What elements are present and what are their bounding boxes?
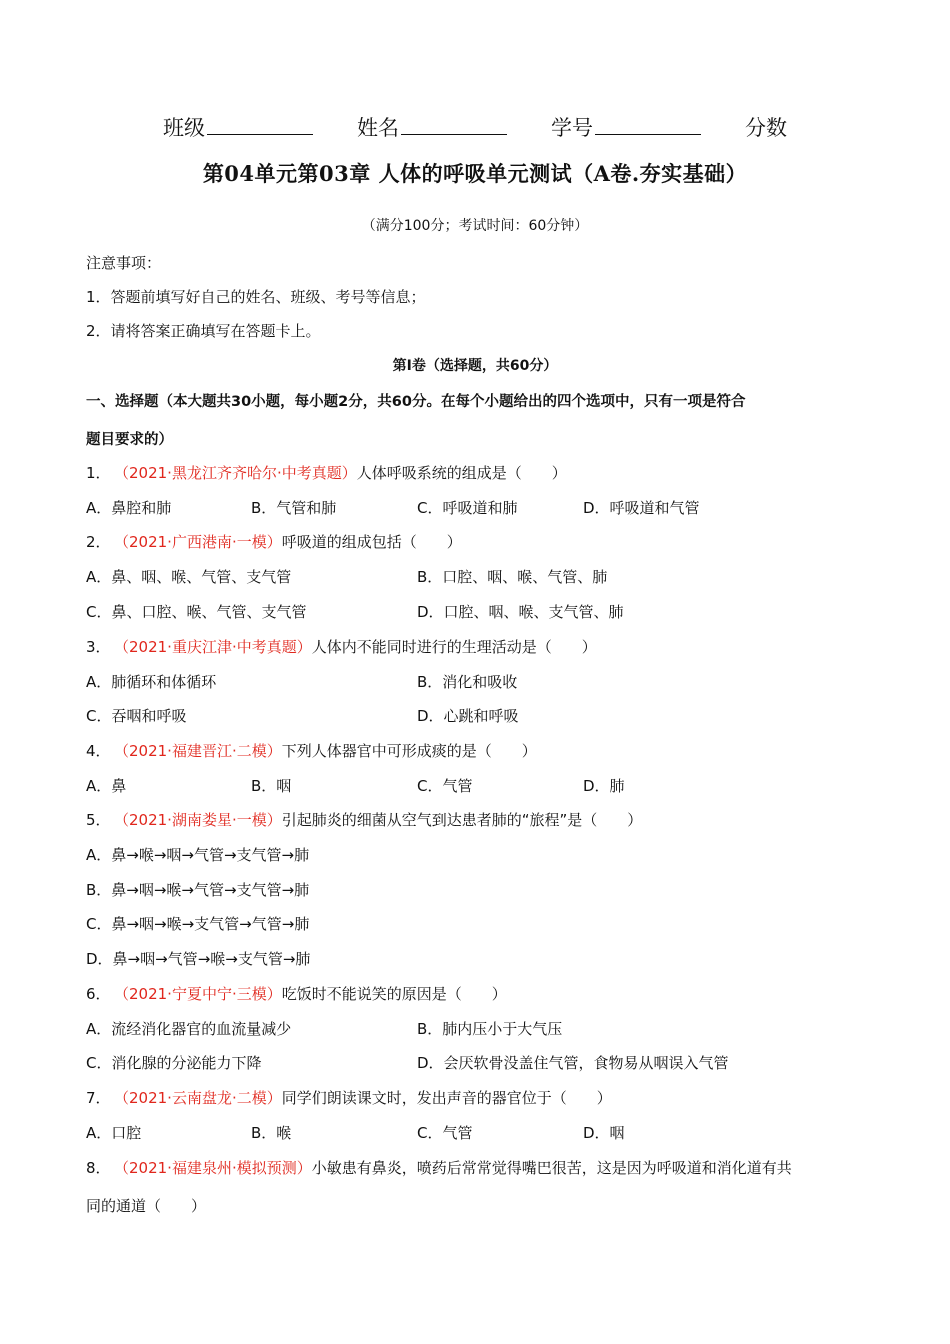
question-source: （2021·黑龙江齐齐哈尔·中考真题）: [114, 464, 357, 482]
question-source: （2021·福建晋江·二模）: [114, 742, 282, 760]
question-8: [86, 1157, 792, 1178]
name-label: 姓名: [357, 116, 399, 140]
question-number: 7．: [86, 1089, 111, 1107]
question-stem: 引起肺炎的细菌从空气到达患者肺的“旅程”是（ ）: [281, 811, 643, 829]
option-c[interactable]: C．气管: [417, 777, 473, 795]
question-8-stem-cont: 同的通道（ ）: [86, 1197, 207, 1215]
option-c[interactable]: C．呼吸道和肺: [417, 499, 518, 517]
question-stem: 人体内不能同时进行的生理活动是（ ）: [311, 638, 597, 656]
name-field: [357, 112, 507, 142]
question-7: [86, 1087, 612, 1108]
question-number: 3．: [86, 638, 111, 656]
question-stem: 人体呼吸系统的组成是（ ）: [356, 464, 567, 482]
question-source: （2021·宁夏中宁·三模）: [114, 985, 282, 1003]
class-label: 班级: [163, 116, 205, 140]
question-3: [86, 636, 597, 657]
option-c[interactable]: C．鼻、口腔、喉、气管、支气管: [86, 603, 307, 621]
notes-item: 2．请将答案正确填写在答题卡上。: [86, 322, 321, 340]
option-a[interactable]: A．鼻→喉→咽→气管→支气管→肺: [86, 846, 310, 864]
page-title: 第04单元第03章 人体的呼吸单元测试（A卷.夯实基础）: [202, 161, 748, 186]
question-5: [86, 809, 642, 830]
exam-subtitle: （满分100分；考试时间：60分钟）: [361, 218, 589, 234]
option-a[interactable]: A．口腔: [86, 1124, 142, 1142]
question-number: 2．: [86, 533, 111, 551]
question-2: [86, 531, 462, 552]
notes-item: 1．答题前填写好自己的姓名、班级、考号等信息；: [86, 288, 426, 306]
option-d[interactable]: D．咽: [583, 1124, 625, 1142]
option-b[interactable]: B．鼻→咽→喉→气管→支气管→肺: [86, 881, 310, 899]
option-b[interactable]: B．肺内压小于大气压: [417, 1020, 563, 1038]
score-field: [745, 112, 787, 142]
id-label: 学号: [551, 116, 593, 140]
section-instruction-cont: 题目要求的）: [86, 432, 173, 448]
class-blank[interactable]: [207, 114, 313, 135]
id-field: [551, 112, 701, 142]
question-stem: 呼吸道的组成包括（ ）: [281, 533, 462, 551]
option-b[interactable]: B．喉: [251, 1124, 292, 1142]
class-field: [163, 112, 313, 142]
name-blank[interactable]: [401, 114, 507, 135]
question-source: （2021·云南盘龙·二模）: [114, 1089, 282, 1107]
question-number: 5．: [86, 811, 111, 829]
section-heading: 第Ⅰ卷（选择题，共60分）: [392, 358, 558, 374]
question-source: （2021·重庆江津·中考真题）: [114, 638, 312, 656]
id-blank[interactable]: [595, 114, 701, 135]
option-c[interactable]: C．消化腺的分泌能力下降: [86, 1054, 262, 1072]
option-b[interactable]: B．口腔、咽、喉、气管、肺: [417, 568, 608, 586]
question-4: [86, 740, 537, 761]
option-d[interactable]: D．口腔、咽、喉、支气管、肺: [417, 603, 624, 621]
option-a[interactable]: A．鼻: [86, 777, 127, 795]
question-stem: 吃饭时不能说笑的原因是（ ）: [281, 985, 507, 1003]
question-6: [86, 983, 507, 1004]
question-number: 4．: [86, 742, 111, 760]
question-number: 8．: [86, 1159, 111, 1177]
question-stem: 下列人体器官中可形成痰的是（ ）: [281, 742, 537, 760]
section-instruction: 一、选择题（本大题共30小题，每小题2分，共60分。在每个小题给出的四个选项中，只有一项是符合: [86, 394, 746, 410]
option-b[interactable]: B．气管和肺: [251, 499, 337, 517]
question-stem: 小敏患有鼻炎，喷药后常常觉得嘴巴很苦，这是因为呼吸道和消化道有共: [311, 1159, 792, 1177]
option-a[interactable]: A．流经消化器官的血流量减少: [86, 1020, 292, 1038]
option-a[interactable]: A．鼻腔和肺: [86, 499, 172, 517]
option-a[interactable]: A．肺循环和体循环: [86, 673, 217, 691]
question-source: （2021·广西港南·一模）: [114, 533, 282, 551]
notes-heading: 注意事项：: [86, 254, 162, 272]
option-d[interactable]: D．心跳和呼吸: [417, 707, 519, 725]
option-d[interactable]: D．呼吸道和气管: [583, 499, 700, 517]
option-b[interactable]: B．消化和吸收: [417, 673, 518, 691]
question-number: 6．: [86, 985, 111, 1003]
question-1: [86, 462, 567, 483]
score-label: 分数: [745, 116, 787, 140]
question-number: 1．: [86, 464, 111, 482]
option-b[interactable]: B．咽: [251, 777, 292, 795]
question-source: （2021·福建泉州·模拟预测）: [114, 1159, 312, 1177]
option-d[interactable]: D．鼻→咽→气管→喉→支气管→肺: [86, 950, 311, 968]
question-stem: 同学们朗读课文时，发出声音的器官位于（ ）: [281, 1089, 612, 1107]
option-d[interactable]: D．会厌软骨没盖住气管，食物易从咽误入气管: [417, 1054, 729, 1072]
option-a[interactable]: A．鼻、咽、喉、气管、支气管: [86, 568, 292, 586]
question-source: （2021·湖南娄星·一模）: [114, 811, 282, 829]
option-c[interactable]: C．吞咽和呼吸: [86, 707, 187, 725]
option-c[interactable]: C．鼻→咽→喉→支气管→气管→肺: [86, 915, 310, 933]
option-d[interactable]: D．肺: [583, 777, 625, 795]
student-info-row: [0, 112, 950, 142]
option-c[interactable]: C．气管: [417, 1124, 473, 1142]
